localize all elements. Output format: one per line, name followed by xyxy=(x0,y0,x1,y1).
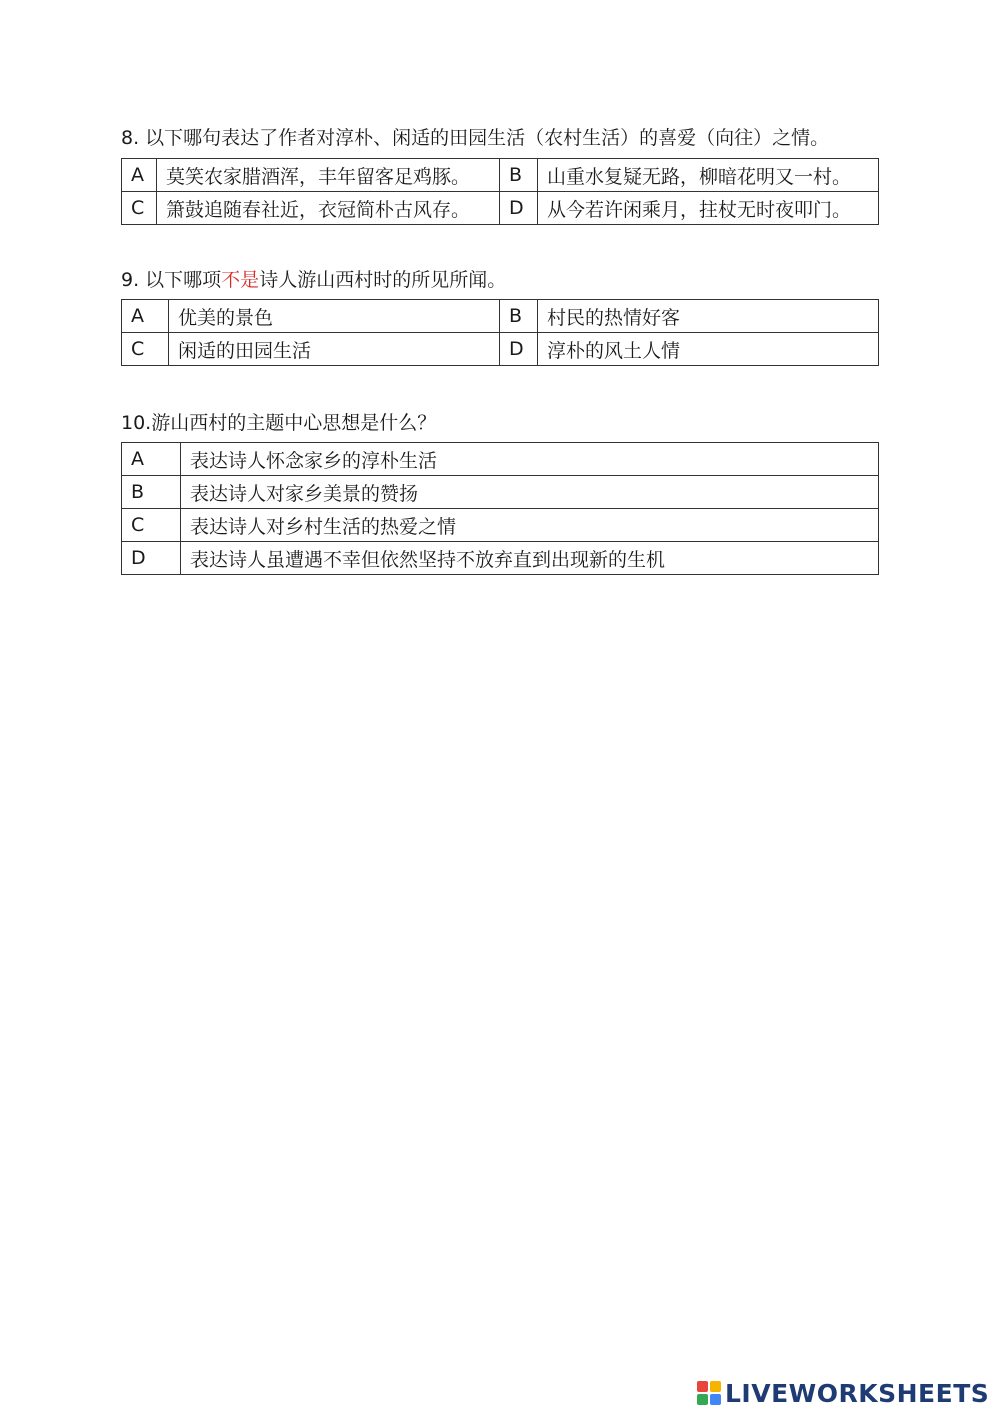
liveworksheets-logo xyxy=(697,1379,989,1407)
question-8-title: 8. 以下哪句表达了作者对淳朴、闲适的田园生活（农村生活）的喜爱（向往）之情。 xyxy=(121,127,830,149)
question-9-emphasis: 不是 xyxy=(221,269,260,291)
option-d-text[interactable]: 淳朴的风土人情 xyxy=(538,333,879,366)
question-10-title: 10.游山西村的主题中心思想是什么？ xyxy=(121,412,437,434)
option-d-letter[interactable]: D xyxy=(122,542,181,575)
logo-text: LIVEWORKSHEETS xyxy=(725,1378,990,1408)
option-d-letter[interactable]: D xyxy=(500,192,538,225)
option-b-letter[interactable]: B xyxy=(122,476,181,509)
option-b-letter[interactable]: B xyxy=(500,159,538,192)
option-a-letter[interactable]: A xyxy=(122,159,157,192)
option-c-text[interactable]: 表达诗人对乡村生活的热爱之情 xyxy=(181,509,879,542)
question-9-title-pre: 9. 以下哪项 xyxy=(121,269,222,291)
logo-mark-icon xyxy=(697,1381,721,1405)
option-b-text[interactable]: 表达诗人对家乡美景的赞扬 xyxy=(181,476,879,509)
table-row xyxy=(122,509,879,542)
table-row xyxy=(122,333,879,366)
option-a-letter[interactable]: A xyxy=(122,443,181,476)
logo-square xyxy=(710,1394,721,1405)
logo-square xyxy=(697,1381,708,1392)
option-b-letter[interactable]: B xyxy=(500,300,538,333)
question-9-options xyxy=(121,299,879,366)
option-d-text[interactable]: 从今若许闲乘月，拄杖无时夜叩门。 xyxy=(538,192,879,225)
option-b-text[interactable]: 村民的热情好客 xyxy=(538,300,879,333)
question-10-options xyxy=(121,442,879,575)
option-c-text[interactable]: 闲适的田园生活 xyxy=(169,333,500,366)
table-row xyxy=(122,476,879,509)
option-a-text[interactable]: 莫笑农家腊酒浑，丰年留客足鸡豚。 xyxy=(157,159,500,192)
table-row xyxy=(122,300,879,333)
question-8-options xyxy=(121,158,879,225)
table-row xyxy=(122,192,879,225)
option-a-text[interactable]: 表达诗人怀念家乡的淳朴生活 xyxy=(181,443,879,476)
option-d-text[interactable]: 表达诗人虽遭遇不幸但依然坚持不放弃直到出现新的生机 xyxy=(181,542,879,575)
option-a-letter[interactable]: A xyxy=(122,300,169,333)
option-c-letter[interactable]: C xyxy=(122,509,181,542)
option-c-letter[interactable]: C xyxy=(122,192,157,225)
table-row xyxy=(122,159,879,192)
option-d-letter[interactable]: D xyxy=(500,333,538,366)
option-b-text[interactable]: 山重水复疑无路，柳暗花明又一村。 xyxy=(538,159,879,192)
question-9-title-post: 诗人游山西村时的所见所闻。 xyxy=(259,269,507,291)
option-c-letter[interactable]: C xyxy=(122,333,169,366)
logo-square xyxy=(710,1381,721,1392)
logo-square xyxy=(697,1394,708,1405)
option-a-text[interactable]: 优美的景色 xyxy=(169,300,500,333)
question-9-title xyxy=(121,268,506,292)
table-row xyxy=(122,443,879,476)
option-c-text[interactable]: 箫鼓追随春社近，衣冠简朴古风存。 xyxy=(157,192,500,225)
table-row xyxy=(122,542,879,575)
